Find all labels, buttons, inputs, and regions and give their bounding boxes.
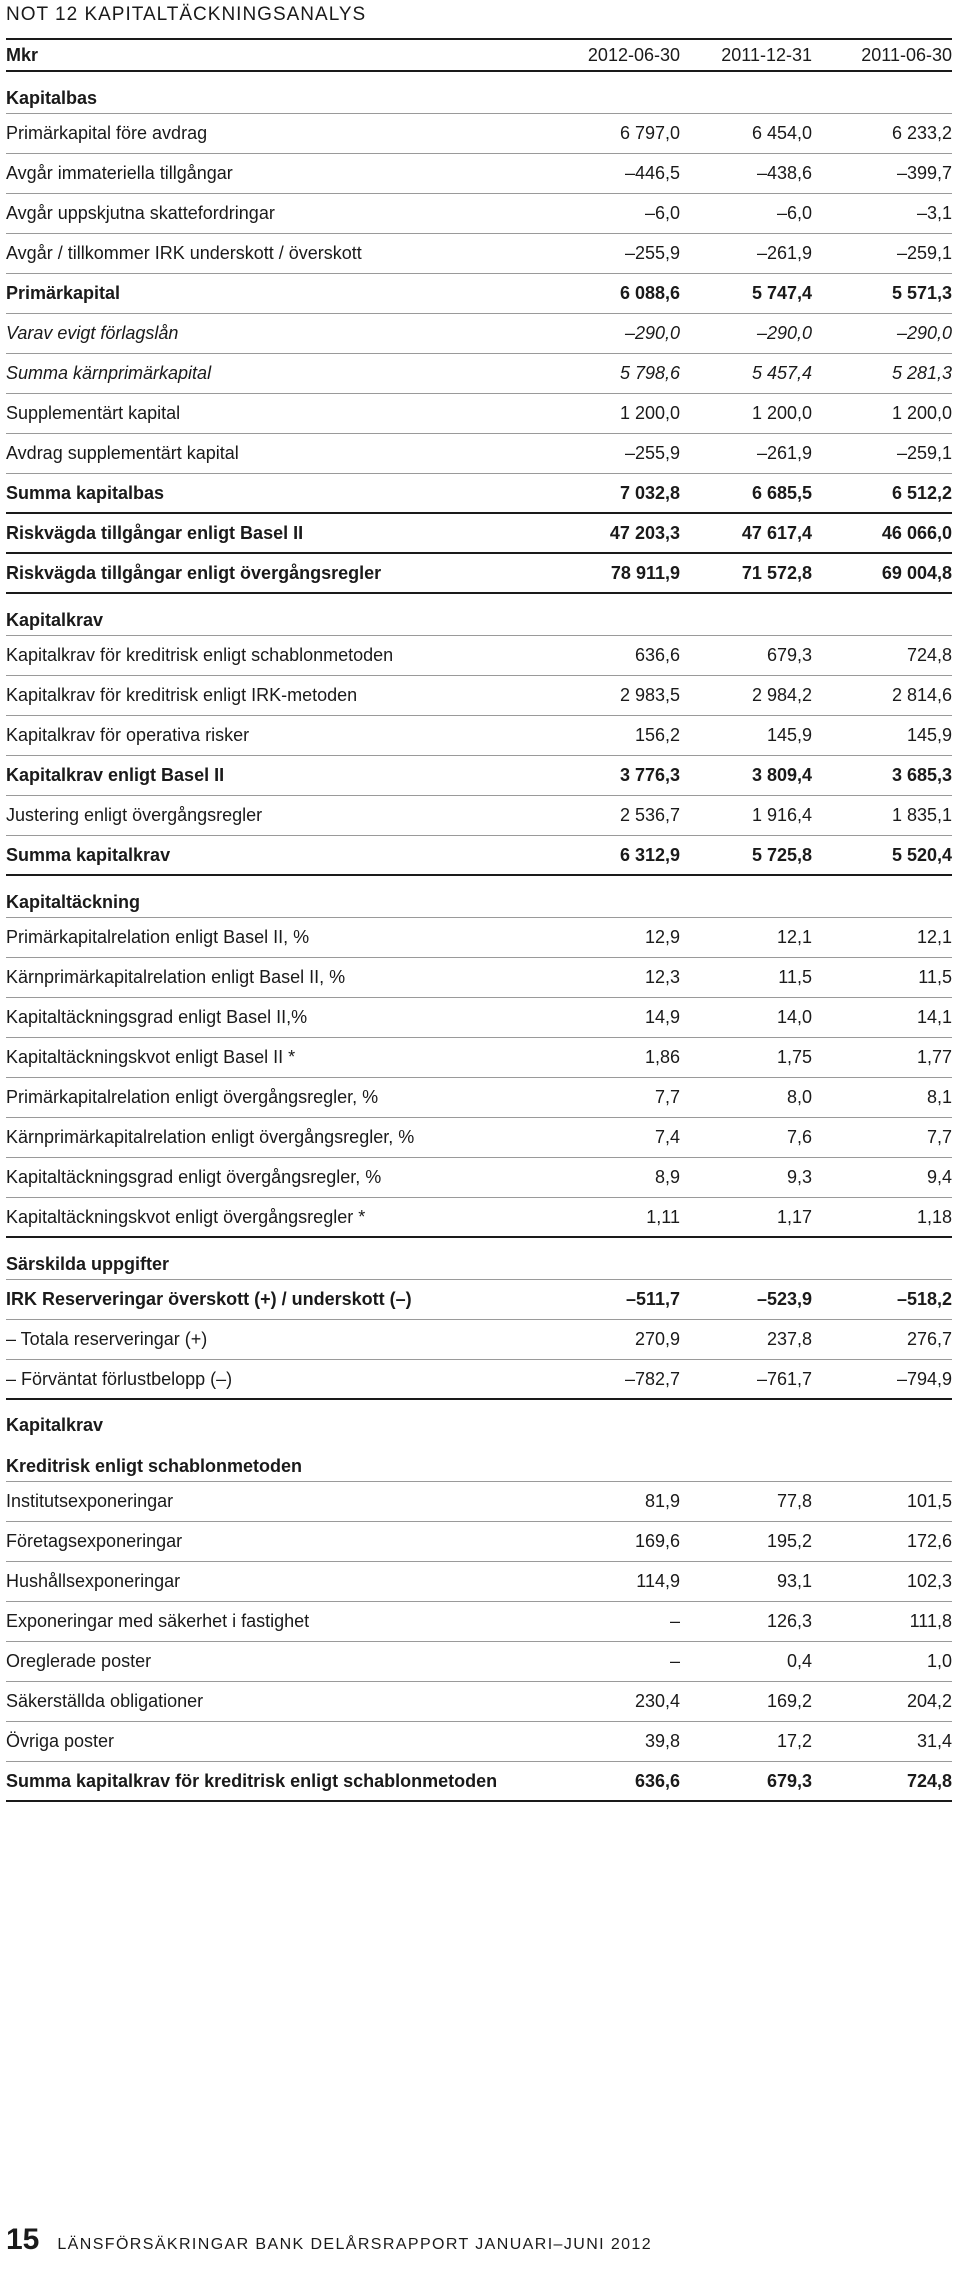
row-value-col-1: 5 798,6 bbox=[619, 363, 680, 383]
row-label: Riskvägda tillgångar enligt övergångsregler bbox=[6, 562, 382, 583]
row-value-col-3: 8,1 bbox=[926, 1087, 952, 1107]
row-value-col-3: 145,9 bbox=[906, 725, 952, 745]
row-label: Kapitaltäckningsgrad enligt Basel II,% bbox=[6, 1007, 308, 1027]
row-value-col-1: 7,4 bbox=[654, 1127, 680, 1147]
row-label: Övriga poster bbox=[6, 1731, 115, 1751]
table-row bbox=[6, 1078, 952, 1118]
table-row bbox=[6, 434, 952, 474]
row-value-col-1: –511,7 bbox=[625, 1289, 680, 1309]
row-label: Summa kapitalkrav bbox=[6, 844, 171, 865]
row-value-col-3: 5 571,3 bbox=[891, 283, 952, 303]
table-row bbox=[6, 636, 952, 676]
row-value-col-3: 1 200,0 bbox=[891, 403, 952, 423]
table-row bbox=[6, 1158, 952, 1198]
row-value-col-2: 11,5 bbox=[778, 967, 812, 987]
row-label: Kapitalkrav för operativa risker bbox=[6, 725, 250, 745]
table-row bbox=[6, 1038, 952, 1078]
row-value-col-1: 1,86 bbox=[644, 1047, 680, 1067]
page-title: NOT 12 KAPITALTÄCKNINGSANALYS bbox=[6, 4, 367, 25]
row-value-col-1: – bbox=[669, 1611, 680, 1631]
table-row bbox=[6, 234, 952, 274]
row-value-col-2: 17,2 bbox=[776, 1731, 812, 1751]
row-value-col-3: 102,3 bbox=[906, 1571, 952, 1591]
row-value-col-2: 679,3 bbox=[766, 645, 812, 665]
header-col-3: 2011-06-30 bbox=[861, 44, 952, 65]
row-value-col-3: 1,18 bbox=[916, 1206, 952, 1227]
row-value-col-2: 77,8 bbox=[776, 1491, 812, 1511]
row-value-col-3: 1 835,1 bbox=[891, 805, 952, 825]
row-label: Kapitalkrav för kreditrisk enligt schablonmetoden bbox=[6, 645, 394, 665]
row-value-col-1: –446,5 bbox=[624, 163, 680, 183]
row-value-col-3: 6 233,2 bbox=[891, 123, 952, 143]
row-value-col-2: 47 617,4 bbox=[741, 522, 812, 543]
row-value-col-2: 5 457,4 bbox=[751, 363, 812, 383]
table-row bbox=[6, 796, 952, 836]
row-value-col-2: 1,17 bbox=[776, 1206, 812, 1227]
row-value-col-2: –523,9 bbox=[756, 1289, 812, 1309]
table-row bbox=[6, 274, 952, 314]
table-row bbox=[6, 1198, 952, 1238]
row-label: Kärnprimärkapitalrelation enligt Basel II, % bbox=[6, 967, 346, 987]
table-row bbox=[6, 314, 952, 354]
row-label: Varav evigt förlagslån bbox=[6, 323, 179, 343]
row-label: Kapitalkrav för kreditrisk enligt IRK-metoden bbox=[6, 685, 358, 705]
row-value-col-2: 9,3 bbox=[786, 1167, 812, 1187]
row-value-col-1: 39,8 bbox=[644, 1731, 680, 1751]
row-value-col-2: 2 984,2 bbox=[751, 685, 812, 705]
table-row bbox=[6, 1722, 952, 1762]
table-row bbox=[6, 1320, 952, 1360]
row-label: Oreglerade poster bbox=[6, 1651, 152, 1671]
row-value-col-2: 0,4 bbox=[786, 1651, 812, 1671]
row-value-col-2: 679,3 bbox=[766, 1770, 812, 1791]
row-value-col-3: –259,1 bbox=[896, 443, 952, 463]
row-label: Särskilda uppgifter bbox=[6, 1254, 170, 1274]
row-value-col-1: 169,6 bbox=[634, 1531, 680, 1551]
row-label: Kapitalbas bbox=[6, 88, 98, 108]
row-value-col-3: 2 814,6 bbox=[891, 685, 952, 705]
row-value-col-1: 6 797,0 bbox=[619, 123, 680, 143]
row-label: Primärkapital före avdrag bbox=[6, 123, 208, 143]
row-value-col-1: 636,6 bbox=[634, 1770, 680, 1791]
row-label: Säkerställda obligationer bbox=[6, 1691, 204, 1711]
row-label: IRK Reserveringar överskott (+) / underskott (–) bbox=[6, 1289, 412, 1309]
row-label: Kapitalkrav bbox=[6, 1415, 104, 1435]
row-value-col-3: 111,8 bbox=[909, 1611, 952, 1631]
row-label: Primärkapital bbox=[6, 283, 121, 303]
table-row bbox=[6, 114, 952, 154]
row-value-col-1: 114,9 bbox=[636, 1571, 680, 1591]
row-value-col-2: 6 454,0 bbox=[751, 123, 812, 143]
table-row bbox=[6, 716, 952, 756]
row-value-col-2: 12,1 bbox=[776, 927, 812, 947]
table-row bbox=[6, 1280, 952, 1320]
row-value-col-1: 270,9 bbox=[634, 1329, 680, 1349]
row-value-col-2: 5 725,8 bbox=[751, 844, 812, 865]
table-row bbox=[6, 354, 952, 394]
row-label: Avdrag supplementärt kapital bbox=[6, 443, 239, 463]
row-label: Supplementärt kapital bbox=[6, 403, 181, 423]
row-value-col-2: –438,6 bbox=[756, 163, 812, 183]
row-label: Kapitaltäckningskvot enligt Basel II * bbox=[6, 1047, 296, 1067]
row-value-col-2: –290,0 bbox=[756, 323, 812, 343]
publication-title: LÄNSFÖRSÄKRINGAR BANK DELÅRSRAPPORT JANUARI–JUNI 2012 bbox=[57, 2236, 653, 2253]
table-row bbox=[6, 1562, 952, 1602]
row-value-col-3: –518,2 bbox=[896, 1289, 952, 1309]
row-value-col-2: –261,9 bbox=[756, 243, 812, 263]
row-value-col-2: 6 685,5 bbox=[751, 482, 812, 503]
row-value-col-3: 14,1 bbox=[916, 1007, 952, 1027]
row-value-col-1: 1 200,0 bbox=[619, 403, 680, 423]
row-label: Kapitalkrav enligt Basel II bbox=[6, 765, 225, 785]
row-label: – Totala reserveringar (+) bbox=[6, 1329, 208, 1349]
row-value-col-3: 724,8 bbox=[906, 1770, 952, 1791]
row-value-col-3: 12,1 bbox=[916, 927, 952, 947]
row-label: – Förväntat förlustbelopp (–) bbox=[6, 1368, 233, 1389]
row-label: Summa kapitalbas bbox=[6, 482, 165, 503]
row-value-col-2: –761,7 bbox=[756, 1368, 812, 1389]
row-value-col-2: 195,2 bbox=[766, 1531, 812, 1551]
row-value-col-2: –261,9 bbox=[756, 443, 812, 463]
table-row bbox=[6, 194, 952, 234]
row-label: Företagsexponeringar bbox=[6, 1531, 183, 1551]
row-value-col-1: 156,2 bbox=[634, 725, 680, 745]
row-value-col-2: 1,75 bbox=[776, 1047, 812, 1067]
row-value-col-3: –3,1 bbox=[916, 203, 952, 223]
row-value-col-3: 3 685,3 bbox=[891, 765, 952, 785]
table-row bbox=[6, 1482, 952, 1522]
row-value-col-3: –259,1 bbox=[896, 243, 952, 263]
row-value-col-1: 636,6 bbox=[634, 645, 680, 665]
row-label: Kapitaltäckningskvot enligt övergångsregler * bbox=[6, 1206, 366, 1227]
row-label: Hushållsexponeringar bbox=[6, 1571, 181, 1591]
row-value-col-2: 71 572,8 bbox=[741, 562, 812, 583]
section-heading-row bbox=[6, 1238, 952, 1280]
row-value-col-3: 724,8 bbox=[906, 645, 952, 665]
table-row bbox=[6, 474, 952, 514]
table-row bbox=[6, 1522, 952, 1562]
row-value-col-2: 8,0 bbox=[786, 1087, 812, 1107]
table-row bbox=[6, 836, 952, 876]
row-value-col-1: 230,4 bbox=[634, 1691, 680, 1711]
row-value-col-3: –794,9 bbox=[896, 1368, 952, 1389]
row-value-col-1: 81,9 bbox=[644, 1491, 680, 1511]
section-heading-row bbox=[6, 1440, 952, 1482]
row-value-col-1: –290,0 bbox=[624, 323, 680, 343]
row-value-col-3: 172,6 bbox=[906, 1531, 952, 1551]
row-value-col-1: –255,9 bbox=[624, 243, 680, 263]
row-value-col-3: 5 520,4 bbox=[891, 844, 952, 865]
row-label: Justering enligt övergångsregler bbox=[6, 805, 263, 825]
row-value-col-3: –290,0 bbox=[896, 323, 952, 343]
row-value-col-2: 14,0 bbox=[776, 1007, 812, 1027]
row-value-col-1: 7 032,8 bbox=[619, 482, 680, 503]
table-row bbox=[6, 998, 952, 1038]
table-header bbox=[6, 38, 952, 72]
row-value-col-3: 69 004,8 bbox=[881, 562, 952, 583]
row-value-col-2: 5 747,4 bbox=[751, 283, 812, 303]
row-label: Summa kärnprimärkapital bbox=[6, 363, 212, 383]
row-value-col-2: 3 809,4 bbox=[751, 765, 812, 785]
row-value-col-3: 7,7 bbox=[926, 1127, 952, 1147]
row-value-col-3: 9,4 bbox=[926, 1167, 952, 1187]
row-value-col-3: 276,7 bbox=[906, 1329, 952, 1349]
row-label: Kreditrisk enligt schablonmetoden bbox=[6, 1456, 303, 1476]
row-label: Avgår immateriella tillgångar bbox=[6, 163, 233, 183]
row-value-col-1: 47 203,3 bbox=[609, 522, 680, 543]
row-label: Exponeringar med säkerhet i fastighet bbox=[6, 1611, 310, 1631]
table-row bbox=[6, 676, 952, 716]
table-row bbox=[6, 1762, 952, 1802]
row-value-col-2: 145,9 bbox=[766, 725, 812, 745]
row-value-col-3: 46 066,0 bbox=[881, 522, 952, 543]
section-heading-row bbox=[6, 594, 952, 636]
row-value-col-1: – bbox=[669, 1651, 680, 1671]
row-value-col-1: 2 536,7 bbox=[619, 805, 680, 825]
table-row bbox=[6, 756, 952, 796]
row-value-col-3: 6 512,2 bbox=[891, 482, 952, 503]
table-row bbox=[6, 1682, 952, 1722]
row-value-col-1: –782,7 bbox=[624, 1368, 680, 1389]
row-label: Kapitalkrav bbox=[6, 610, 104, 630]
table-row bbox=[6, 1118, 952, 1158]
row-label: Kapitaltäckningsgrad enligt övergångsregler, % bbox=[6, 1167, 382, 1187]
table-row bbox=[6, 958, 952, 998]
section-heading-row bbox=[6, 72, 952, 114]
row-label: Avgår uppskjutna skattefordringar bbox=[6, 203, 275, 223]
row-value-col-2: 1 916,4 bbox=[751, 805, 812, 825]
row-value-col-2: 237,8 bbox=[766, 1329, 812, 1349]
row-value-col-2: 93,1 bbox=[776, 1571, 812, 1591]
row-value-col-2: 1 200,0 bbox=[751, 403, 812, 423]
row-value-col-2: 169,2 bbox=[766, 1691, 812, 1711]
row-label: Summa kapitalkrav för kreditrisk enligt schablonmetoden bbox=[6, 1770, 498, 1791]
capital-adequacy-table bbox=[6, 38, 952, 1802]
page-footer bbox=[6, 2223, 652, 2257]
row-value-col-1: 8,9 bbox=[654, 1167, 680, 1187]
row-value-col-1: –6,0 bbox=[644, 203, 680, 223]
row-value-col-1: 14,9 bbox=[644, 1007, 680, 1027]
row-value-col-3: 31,4 bbox=[916, 1731, 952, 1751]
row-value-col-1: 6 088,6 bbox=[619, 283, 680, 303]
row-value-col-3: 1,77 bbox=[916, 1047, 952, 1067]
row-value-col-1: 12,3 bbox=[644, 967, 680, 987]
section-heading-row bbox=[6, 1400, 952, 1440]
row-value-col-3: 5 281,3 bbox=[891, 363, 952, 383]
row-value-col-3: 101,5 bbox=[906, 1491, 952, 1511]
row-value-col-1: 7,7 bbox=[654, 1087, 680, 1107]
row-value-col-2: 7,6 bbox=[786, 1127, 812, 1147]
page-number: 15 bbox=[6, 2223, 40, 2256]
row-value-col-1: 12,9 bbox=[644, 927, 680, 947]
row-value-col-1: 3 776,3 bbox=[619, 765, 680, 785]
header-col-2: 2011-12-31 bbox=[721, 44, 812, 65]
row-label: Primärkapitalrelation enligt övergångsregler, % bbox=[6, 1087, 379, 1107]
header-col-1: 2012-06-30 bbox=[587, 44, 680, 65]
table-row bbox=[6, 1602, 952, 1642]
row-value-col-3: 204,2 bbox=[906, 1691, 952, 1711]
row-value-col-3: –399,7 bbox=[896, 163, 952, 183]
header-label: Mkr bbox=[6, 44, 39, 65]
row-value-col-3: 11,5 bbox=[918, 967, 952, 987]
table-row bbox=[6, 918, 952, 958]
row-value-col-1: 6 312,9 bbox=[619, 844, 680, 865]
table-row bbox=[6, 394, 952, 434]
row-label: Institutsexponeringar bbox=[6, 1491, 174, 1511]
row-label: Kapitaltäckning bbox=[6, 892, 141, 912]
row-value-col-1: 2 983,5 bbox=[619, 685, 680, 705]
row-value-col-1: –255,9 bbox=[624, 443, 680, 463]
section-heading-row bbox=[6, 876, 952, 918]
table-row bbox=[6, 154, 952, 194]
table-row bbox=[6, 514, 952, 554]
row-value-col-1: 78 911,9 bbox=[610, 562, 680, 583]
row-value-col-2: 126,3 bbox=[766, 1611, 812, 1631]
table-body bbox=[6, 72, 952, 1802]
table-row bbox=[6, 1360, 952, 1400]
row-value-col-3: 1,0 bbox=[926, 1651, 952, 1671]
row-value-col-1: 1,11 bbox=[646, 1206, 680, 1227]
row-label: Riskvägda tillgångar enligt Basel II bbox=[6, 522, 304, 543]
row-label: Primärkapitalrelation enligt Basel II, % bbox=[6, 927, 310, 947]
table-row bbox=[6, 1642, 952, 1682]
row-label: Kärnprimärkapitalrelation enligt övergångsregler, % bbox=[6, 1127, 415, 1147]
row-label: Avgår / tillkommer IRK underskott / överskott bbox=[6, 243, 362, 263]
row-value-col-2: –6,0 bbox=[776, 203, 812, 223]
table-row bbox=[6, 554, 952, 594]
